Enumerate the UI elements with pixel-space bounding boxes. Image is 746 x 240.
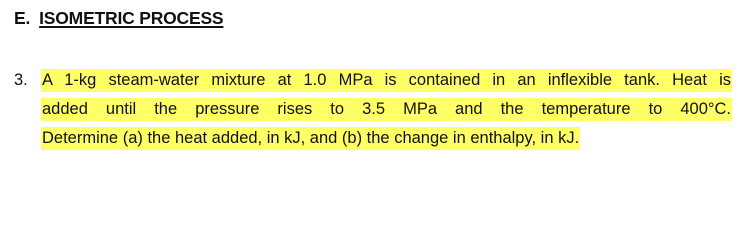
problem-line-1-text: A 1-kg steam-water mixture at 1.0 MPa is contained in an inflexible tank. Heat is [41, 69, 732, 92]
problem-line-3 [41, 124, 732, 153]
problem-line-1 [41, 66, 732, 95]
problem-number: 3. [14, 71, 28, 89]
problem-line-2-text: added until the pressure rises to 3.5 MPa and the temperature to 400°C. [41, 98, 732, 121]
problem-line-2 [41, 95, 732, 124]
section-title: ISOMETRIC PROCESS [39, 8, 224, 28]
section-heading [14, 8, 223, 29]
section-letter: E. [14, 8, 31, 28]
problem-line-3-text: Determine (a) the heat added, in kJ, and (b) the change in enthalpy, in kJ. [41, 127, 580, 150]
problem-text [41, 66, 732, 153]
